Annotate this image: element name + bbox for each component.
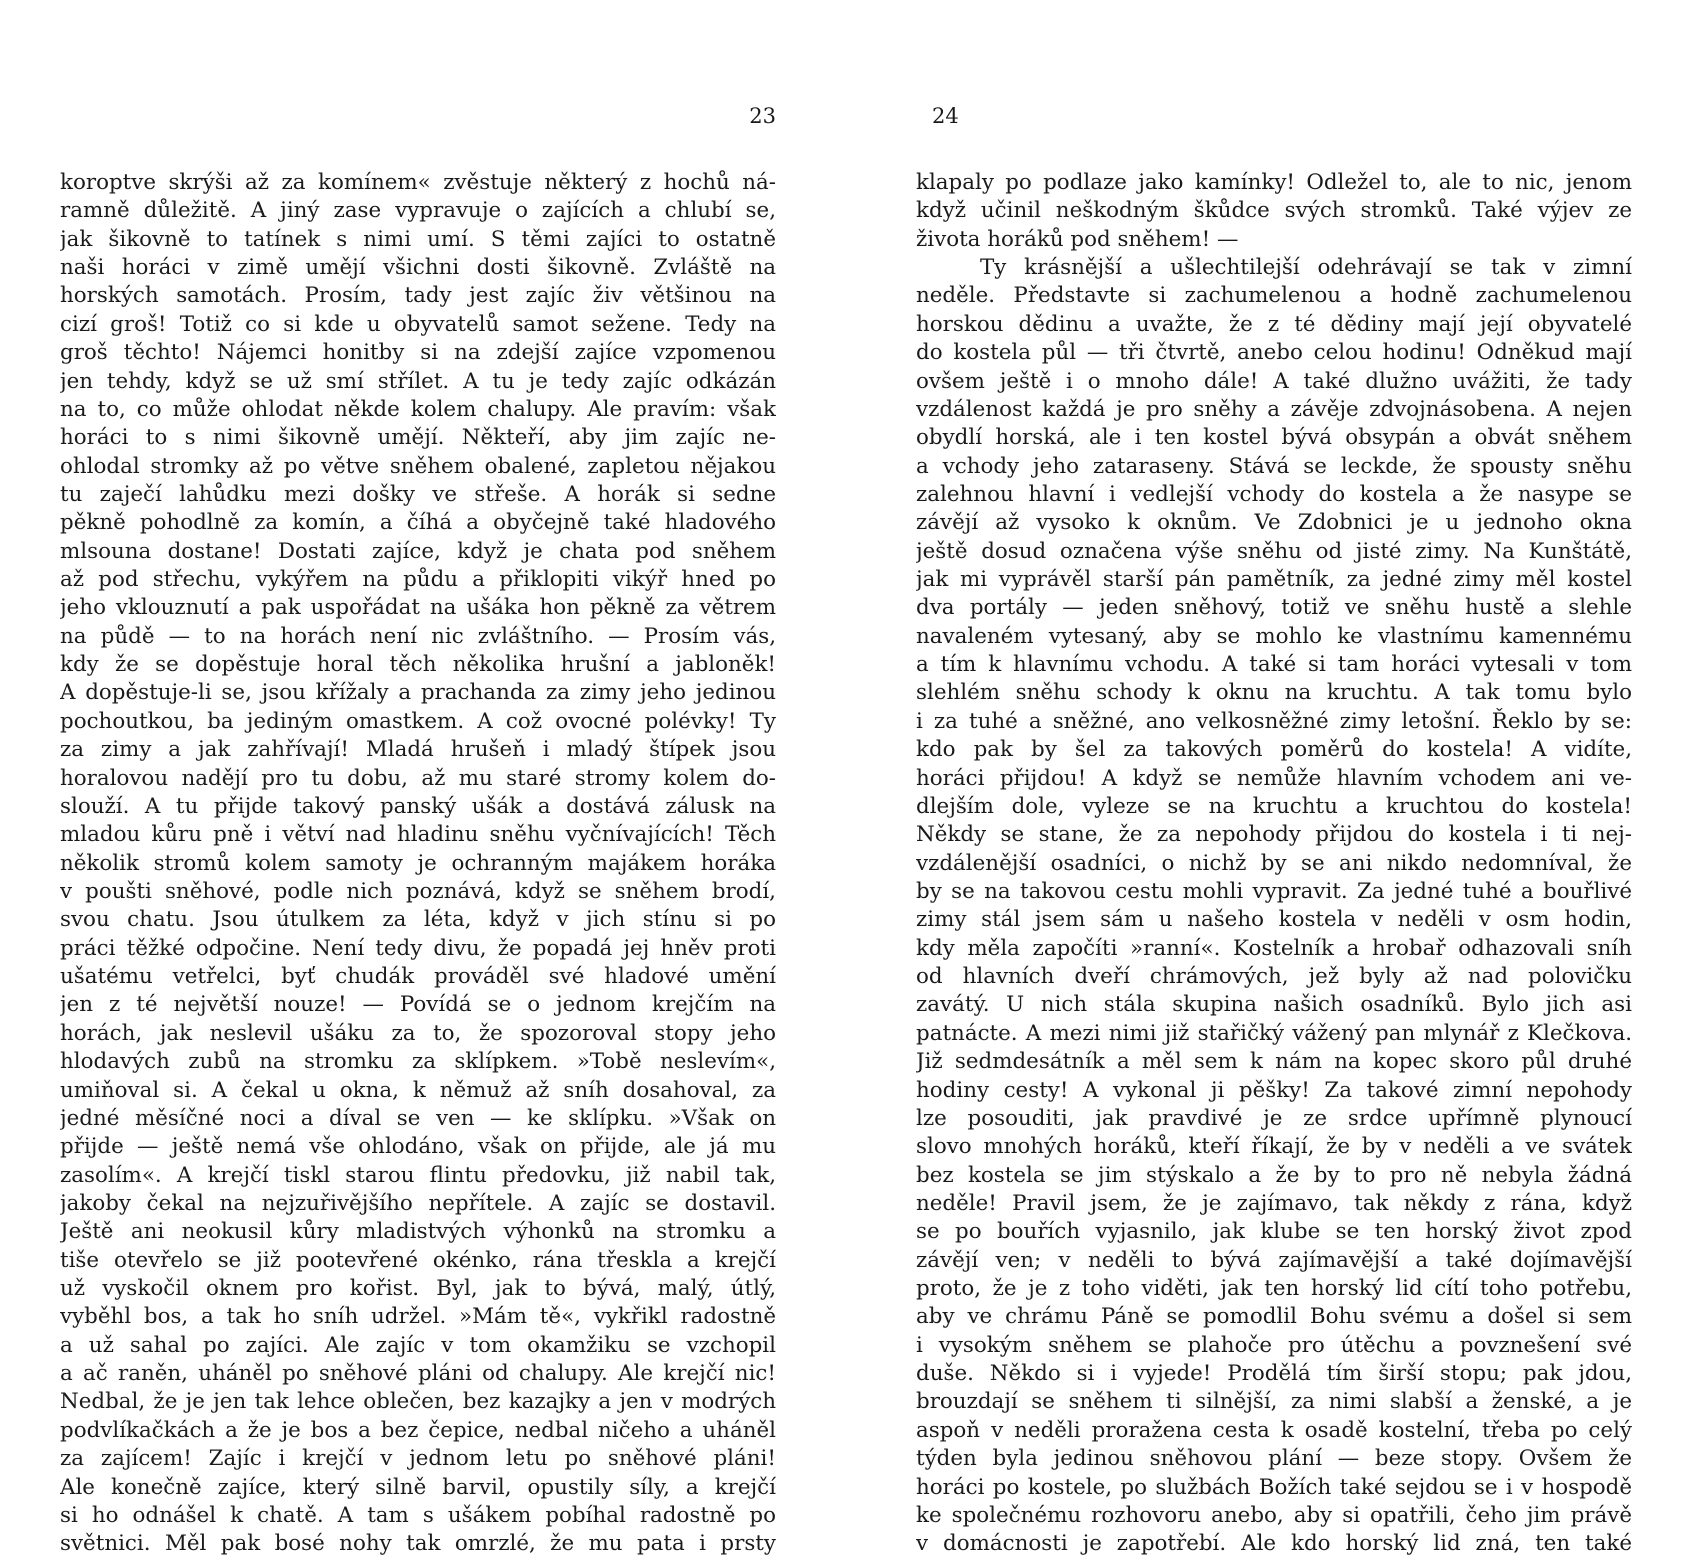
text-line: v poušti sněhové, podle nich poznává, když se sněhem brodí, (60, 878, 776, 904)
text-line: zalehnou hlavní i vedlejší vchody do kostela a že nasype se (916, 481, 1632, 507)
text-line: i za tuhé a sněžné, ano velkosněžné zimy letošní. Řeklo by se: (916, 708, 1632, 734)
text-line: několik stromů kolem samoty je ochranným majákem horáka (60, 850, 776, 876)
text-line: tu zaječí lahůdku mezi došky ve střeše. A horák si sedne (60, 481, 776, 507)
text-line: horalovou nadějí pro tu dobu, až mu staré stromy kolem do- (60, 765, 776, 791)
text-line: dva portály — jeden sněhový, totiž ve sněhu hustě a slehle (916, 595, 1632, 621)
text-line: kdy že se dopěstuje horal těch několika hrušní a jabloněk! (60, 652, 776, 678)
text-line: až pod střechu, vykýřem na půdu a přiklopiti vikýř hned po (60, 567, 776, 593)
text-line: do kostela půl — tři čtvrtě, anebo celou hodinu! Odněkud mají (916, 340, 1632, 366)
text-line: ohlodal stromky až po větve sněhem obalené, zapletou nějakou (60, 453, 776, 479)
text-line: bez kostela se jim stýskalo a že by to pro ně nebyla žádná (916, 1162, 1632, 1188)
text-line: aspoň v neděli proražena cesta k osadě kostelní, třeba po celý (916, 1417, 1632, 1443)
text-line: naši horáci v zimě umějí všichni dosti šikovně. Zvláště na (60, 255, 776, 281)
text-line: a ač raněn, uháněl po sněhové pláni od chalupy. Ale krejčí nic! (60, 1361, 776, 1387)
text-line: jak šikovně to tatínek s nimi umí. S těmi zajíci to ostatně (60, 226, 776, 252)
text-line: horáci přijdou! A když se nemůže hlavním vchodem ani ve- (916, 765, 1632, 791)
text-line: brouzdají se sněhem ti silnější, za nimi slabší a ženské, a je (916, 1389, 1632, 1415)
text-line: za zajícem! Zajíc i krejčí v jednom letu po sněhové pláni! (60, 1446, 776, 1472)
text-line: za zimy a jak zahřívají! Mladá hrušeň i mladý štípek jsou (60, 737, 776, 763)
text-line: neděle! Pravil jsem, že je zajímavo, tak někdy z rána, když (916, 1190, 1632, 1216)
text-line: jeho vklouznutí a pak uspořádat na ušáka hon pěkně za větrem (60, 595, 776, 621)
text-line: Ještě ani neokusil kůry mladistvých výhonků na stromku a (60, 1219, 776, 1245)
text-line: hlodavých zubů na stromku za sklípkem. »Tobě neslevím«, (60, 1049, 776, 1075)
text-line: navaleném vytesaný, aby se mohlo ke vlastnímu kamennému (916, 623, 1632, 649)
text-line: tiše otevřelo se již pootevřené okénko, rána třeskla a krejčí (60, 1247, 776, 1273)
text-line: Někdy se stane, že za nepohody přijdou do kostela i ti nej- (916, 822, 1632, 848)
left-page (60, 0, 776, 1557)
text-line: Již sedmdesátník a měl sem k nám na kopec skoro půl druhé (916, 1049, 1632, 1075)
text-line: hodiny cesty! A vykonal ji pěšky! Za takové zimní nepohody (916, 1077, 1632, 1103)
text-line: vzdálenost každá je pro sněhy a závěje zdvojnásobena. A nejen (916, 396, 1632, 422)
right-page (916, 0, 1632, 1557)
text-line: horskou dědinu a uvažte, že z té dědiny mají její obyvatelé (916, 311, 1632, 337)
text-line: si ho odnášel k chatě. A tam s ušákem pobíhal radostně po (60, 1502, 776, 1528)
text-line: svou chatu. Jsou útulkem za léta, když v jich stínu si po (60, 907, 776, 933)
text-line: zimy stál jsem sám u našeho kostela v neděli v osm hodin, (916, 907, 1632, 933)
text-line: jakoby čekal na nejzuřivějšího nepřítele. A zajíc se dostavil. (60, 1190, 776, 1216)
text-line: duše. Někdo si i vyjede! Prodělá tím širší stopu; pak jdou, (916, 1361, 1632, 1387)
right-page-text (916, 169, 1632, 1559)
text-line: ke společnému rozhovoru anebo, aby si opatřili, čeho jim právě (916, 1502, 1632, 1528)
text-line: zavátý. U nich stála skupina našich osadníků. Bylo jich asi (916, 992, 1632, 1018)
text-line: a tím k hlavnímu vchodu. A také si tam horáci vytesali v tom (916, 652, 1632, 678)
text-line: patnácte. A mezi nimi již stařičký vážený pan mlynář z Klečkova. (916, 1020, 1632, 1046)
text-line: života horáků pod sněhem! — (916, 226, 1239, 252)
text-line: slehlém sněhu schody k oknu na kruchtu. A tak tomu bylo (916, 680, 1632, 706)
text-line: horáci po kostele, po službách Božích také sejdou se i v hospodě (916, 1474, 1632, 1500)
text-line: vyběhl bos, a tak ho sníh udržel. »Mám tě«, vykřikl radostně (60, 1304, 776, 1330)
text-line: kdy měla započíti »ranní«. Kostelník a hrobař odhazovali sníh (916, 935, 1632, 961)
text-line: a už sahal po zajíci. Ale zajíc v tom okamžiku se vzchopil (60, 1332, 776, 1358)
text-line: vzdálenější osadníci, o nichž by se ani nikdo nedomníval, že (916, 850, 1632, 876)
text-line: světnici. Měl pak bosé nohy tak omrzlé, že mu pata i prsty (60, 1531, 776, 1557)
text-line: Ale konečně zajíce, který silně barvil, opustily síly, a krejčí (60, 1474, 776, 1500)
text-line: ještě dosud označena výše sněhu od jisté zimy. Na Kunštátě, (916, 538, 1632, 564)
text-line: když učinil neškodným škůdce svých stromků. Také výjev ze (916, 198, 1632, 224)
text-line: i vysokým sněhem se plahoče pro útěchu a povznešení své (916, 1332, 1632, 1358)
text-line: se po bouřích vyjasnilo, jak klube se ten horský život zpod (916, 1219, 1632, 1245)
text-line: dlejším dole, vyleze se na kruchtu a kruchtou do kostela! (916, 793, 1632, 819)
text-line: v domácnosti je zapotřebí. Ale kdo horský lid zná, ten také (916, 1531, 1632, 1557)
text-line: obydlí horská, ale i ten kostel bývá obsypán a obvát sněhem (916, 425, 1632, 451)
text-line: už vyskočil oknem pro kořist. Byl, jak to bývá, malý, útlý, (60, 1276, 776, 1302)
text-line: slouží. A tu přijde takový panský ušák a dostává zálusk na (60, 793, 776, 819)
text-line: neděle. Představte si zachumelenou a hodně zachumelenou (916, 283, 1632, 309)
text-line: mladou kůru pně i větví nad hladinu sněhu vyčnívajících! Těch (60, 822, 776, 848)
text-line: na to, co může ohlodat někde kolem chalupy. Ale pravím: však (60, 396, 776, 422)
text-line: ušatému vetřelci, byť chudák prováděl své hladové umění (60, 964, 776, 990)
text-line: práci těžké odpočine. Není tedy divu, že popadá jej hněv proti (60, 935, 776, 961)
text-line: klapaly po podlaze jako kamínky! Odležel to, ale to nic, jenom (916, 170, 1632, 195)
text-line: by se na takovou cestu mohli vypravit. Za jedné tuhé a bouřlivé (916, 878, 1632, 904)
text-line: na půdě — to na horách není nic zvláštního. — Prosím vás, (60, 623, 776, 649)
text-line: horských samotách. Prosím, tady jest zajíc živ většinou na (60, 283, 776, 309)
text-line: aby ve chrámu Páně se pomodlil Bohu svému a došel si sem (916, 1304, 1632, 1330)
text-line: týden byla jedinou sněhovou plání — beze stopy. Ovšem že (916, 1446, 1632, 1472)
page-number: 23 (749, 104, 776, 128)
text-line: jedné měsíčné noci a díval se ven — ke sklípku. »Však on (60, 1105, 776, 1131)
text-line: jak mi vyprávěl starší pán pamětník, za jedné zimy měl kostel (916, 567, 1632, 593)
text-line: jen z té největší nouze! — Povídá se o jednom krejčím na (60, 992, 776, 1018)
text-line: závějí ven; v neděli to bývá zajímavější a také dojímavější (916, 1247, 1632, 1273)
text-line: mlsouna dostane! Dostati zajíce, když je chata pod sněhem (60, 538, 776, 564)
text-line: ovšem ještě i o mnoho dále! A také dlužno uvážiti, že tady (916, 368, 1632, 394)
text-line: ramně důležitě. A jiný zase vypravuje o zajících a chlubí se, (60, 198, 776, 224)
text-line: cizí groš! Totiž co si kde u obyvatelů samot sežene. Tedy na (60, 311, 776, 337)
text-line: horáci to s nimi šikovně umějí. Někteří, aby jim zajíc ne- (60, 425, 776, 451)
text-line: podvlíkačkách a že je bos a bez čepice, nedbal ničeho a uháněl (60, 1417, 776, 1443)
text-line: umiňoval si. A čekal u okna, k němuž až sníh dosahoval, za (60, 1077, 776, 1103)
text-line: jen tehdy, když se už smí střílet. A tu je tedy zajíc odkázán (60, 368, 776, 394)
left-page-text (60, 169, 776, 1559)
page-number: 24 (932, 104, 959, 128)
text-line: pěkně pohodlně za komín, a číhá a obyčejně také hladového (60, 510, 776, 536)
text-line: koroptve skrýši až za komínem« zvěstuje některý z hochů ná- (60, 170, 776, 195)
text-line: závějí až vysoko k oknům. Ve Zdobnici je u jednoho okna (916, 510, 1632, 536)
text-line: Nedbal, že je jen tak lehce oblečen, bez kazajky a jen v modrých (60, 1389, 776, 1415)
text-line: kdo pak by šel za takových poměrů do kostela! A vidíte, (916, 737, 1632, 763)
text-line: zasolím«. A krejčí tiskl starou flintu předovku, již nabil tak, (60, 1162, 776, 1188)
text-line: přijde — ještě nemá vše ohlodáno, však on přijde, ale já mu (60, 1134, 776, 1160)
text-line: Ty krásnější a ušlechtilejší odehrávají se tak v zimní (980, 255, 1632, 281)
text-line: a vchody jeho zataraseny. Stává se leckde, že spousty sněhu (916, 453, 1632, 479)
text-line: groš těchto! Nájemci honitby si na zdejší zajíce vzpomenou (60, 340, 776, 366)
text-line: proto, že je z toho viděti, jak ten horský lid cítí toho potřebu, (916, 1276, 1632, 1302)
text-line: od hlavních dveří chrámových, jež byly až nad polovičku (916, 964, 1632, 990)
text-line: slovo mnohých horáků, kteří říkají, že by v neděli a ve svátek (916, 1134, 1632, 1160)
text-line: horách, jak neslevil ušáku za to, že spozoroval stopy jeho (60, 1020, 776, 1046)
text-line: lze posouditi, jak pravdivé je ze srdce upřímně plynoucí (916, 1105, 1632, 1131)
text-line: pochoutkou, ba jediným omastkem. A což ovocné polévky! Ty (60, 708, 776, 734)
text-line: A dopěstuje-li se, jsou křížaly a prachanda za zimy jeho jedinou (60, 680, 776, 706)
